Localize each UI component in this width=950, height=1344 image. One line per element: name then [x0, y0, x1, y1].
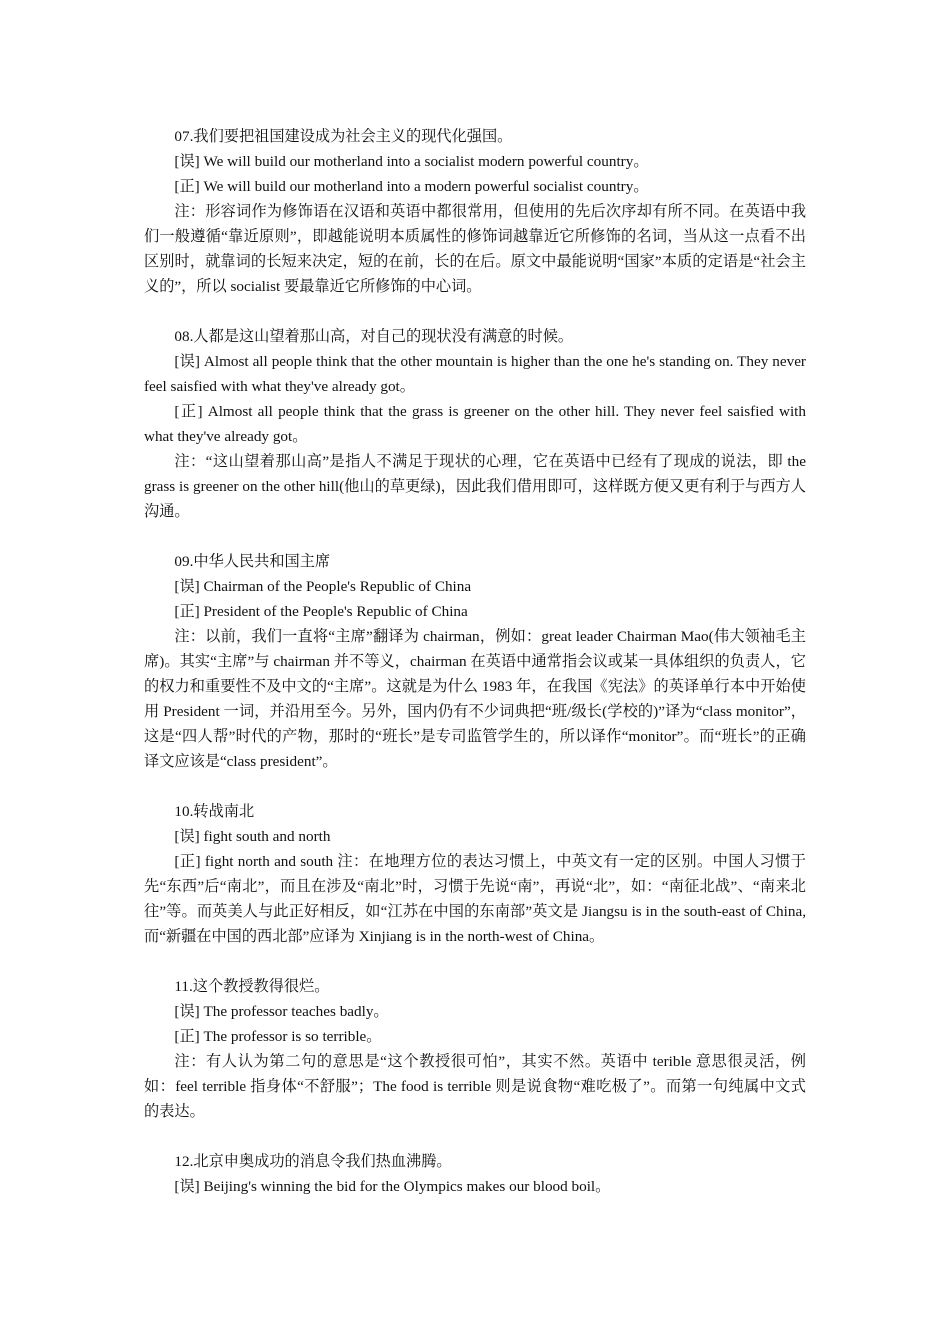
entry-title: 07.我们要把祖国建设成为社会主义的现代化强国。: [174, 128, 513, 145]
explanation-note: 注：形容词作为修饰语在汉语和英语中都很常用，但使用的先后次序却有所不同。在英语中我们一般遵循“靠近原则”，即越能说明本质属性的修饰词越靠近它所修饰的名词，当从这一点看不出区别时，就靠词的长短来决定，短的在前，长的在后。原文中最能说明“国家”本质的定语是“社会主义的”，所以 socialist 要最靠近它所修饰的中心词。: [144, 203, 806, 295]
entry-title: 09.中华人民共和国主席: [174, 553, 331, 570]
explanation-note: 注：“这山望着那山高”是指人不满足于现状的心理，它在英语中已经有了现成的说法，即 the grass is greener on the other hill(他山的草更绿)，因此我们借用即可，这样既方便又更有利于与西方人沟通。: [144, 453, 806, 520]
entry-08: [144, 324, 806, 524]
explanation-note: 注：有人认为第二句的意思是“这个教授很可怕”，其实不然。英语中 terible 意思很灵活，例如：feel terrible 指身体“不舒服”；The food is terrible 则是说食物“难吃极了”。而第一句纯属中文式的表达。: [144, 1053, 806, 1120]
entry-title: 11.这个教授教得很烂。: [174, 978, 330, 995]
wrong-translation: [误] Beijing's winning the bid for the Olympics makes our blood boil。: [174, 1178, 611, 1195]
entry-07: [144, 124, 806, 299]
correct-translation: [正] President of the People's Republic of China: [174, 603, 468, 620]
explanation-note: 注：以前，我们一直将“主席”翻译为 chairman，例如：great leader Chairman Mao(伟大领袖毛主席)。其实“主席”与 chairman 并不等义，chairman 在英语中通常指会议或某一具体组织的负责人，它的权力和重要性不及中文的“主席”。这就是为什么 1983 年，在我国《宪法》的英译单行本中开始使用 President 一词，并沿用至今。另外，国内仍有不少词典把“班/级长(学校的)”译为“class monitor”，这是“四人帮”时代的产物，那时的“班长”是专司监管学生的，所以译作“monitor”。而“班长”的正确译文应该是“class president”。: [144, 628, 806, 770]
correct-translation: [正] The professor is so terrible。: [174, 1028, 382, 1045]
entry-09: [144, 549, 806, 774]
entry-title: 12.北京申奥成功的消息令我们热血沸腾。: [174, 1153, 452, 1170]
entry-10: [144, 799, 806, 949]
wrong-translation: [误] The professor teaches badly。: [174, 1003, 389, 1020]
wrong-translation: [误] fight south and north: [174, 828, 331, 845]
wrong-translation: [误] We will build our motherland into a socialist modern powerful country。: [174, 153, 649, 170]
correct-translation: [正] Almost all people think that the grass is greener on the other hill. They never feel saisfied with what they've already got。: [144, 403, 806, 445]
entry-title: 10.转战南北: [174, 803, 255, 820]
document-body: [144, 124, 806, 1224]
wrong-translation: [误] Almost all people think that the other mountain is higher than the one he's standing on. They never feel saisfied with what they've already got。: [144, 353, 806, 395]
entry-title: 08.人都是这山望着那山高，对自己的现状没有满意的时候。: [174, 328, 574, 345]
correct-translation: [正] fight north and south 注：在地理方位的表达习惯上，中英文有一定的区别。中国人习惯于先“东西”后“南北”，而且在涉及“南北”时，习惯于先说“南”，再说“北”，如：“南征北战”、“南来北往”等。而英美人与此正好相反，如“江苏在中国的东南部”英文是 Jiangsu is in the south-east of China, 而“新疆在中国的西北部”应译为 Xinjiang is in the north-west of China。: [144, 853, 806, 945]
correct-translation: [正] We will build our motherland into a modern powerful socialist country。: [174, 178, 649, 195]
entry-12: [144, 1149, 806, 1199]
entry-11: [144, 974, 806, 1124]
wrong-translation: [误] Chairman of the People's Republic of China: [174, 578, 472, 595]
